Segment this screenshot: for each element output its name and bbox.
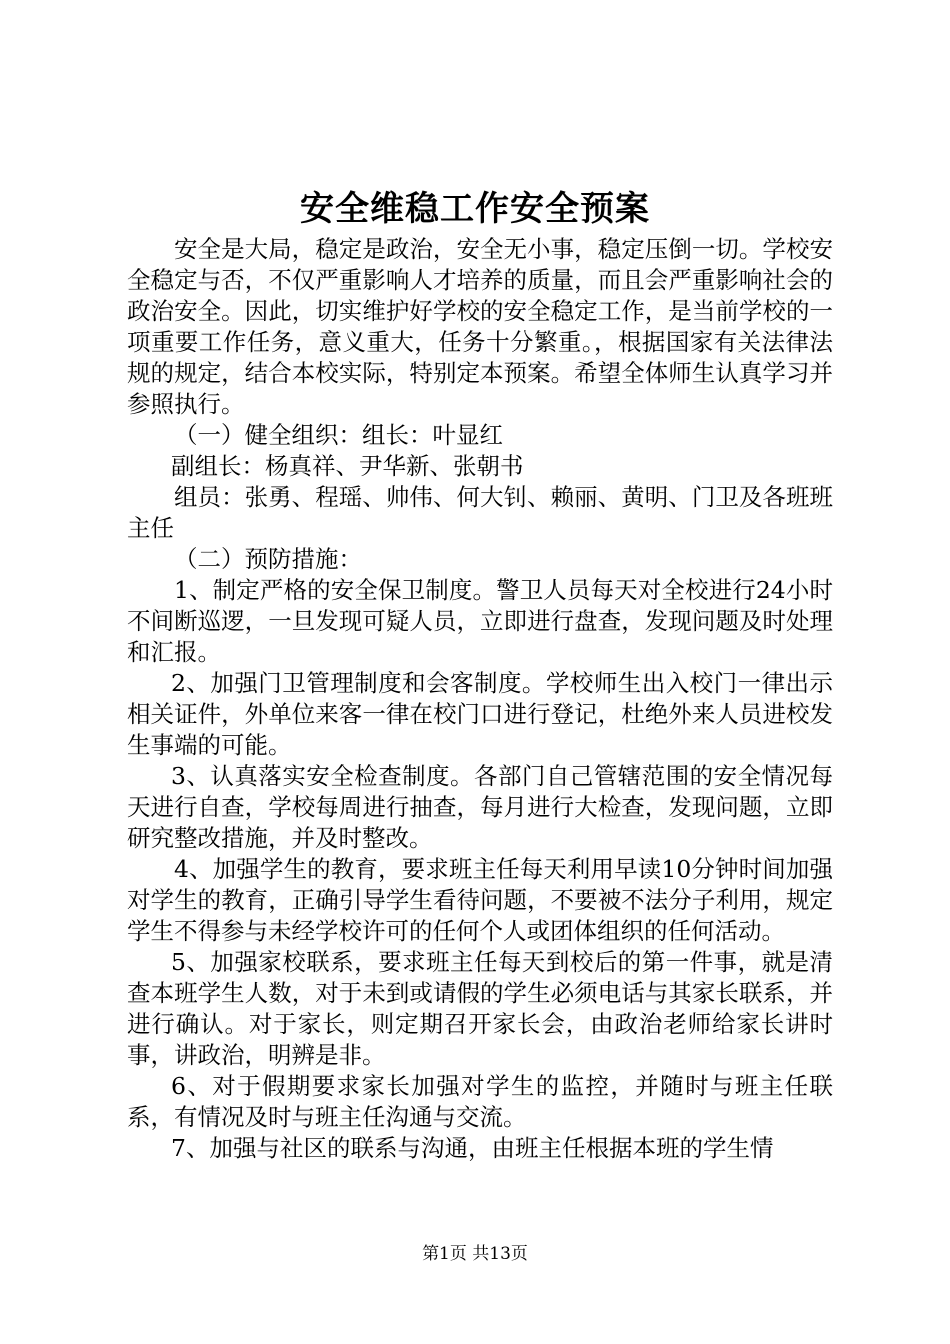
members-line: 组员：张勇、程瑶、帅伟、何大钊、赖丽、黄明、门卫及各班班主任 [127, 483, 833, 542]
measure-6: 6、对于假期要求家长加强对学生的监控，并随时与班主任联系，有情况及时与班主任沟通与交流。 [127, 1072, 833, 1131]
measure-3: 3、认真落实安全检查制度。各部门自己管辖范围的安全情况每天进行自查，学校每周进行抽查，每月进行大检查，发现问题，立即研究整改措施，并及时整改。 [127, 762, 833, 852]
intro-paragraph: 安全是大局，稳定是政治，安全无小事，稳定压倒一切。学校安全稳定与否，不仅严重影响人才培养的质量，而且会严重影响社会的政治安全。因此，切实维护好学校的安全稳定工作，是当前学校的一项重要工作任务，意义重大，任务十分繁重。，根据国家有关法律法规的规定，结合本校实际，特别定本预案。希望全体师生认真学习并参照执行。 [127, 235, 833, 418]
section-prevention-heading: （二）预防措施： [174, 545, 362, 573]
section-organization-leader: （一）健全组织：组长：叶显红 [174, 421, 503, 449]
document-title: 安全维稳工作安全预案 [300, 189, 650, 229]
page-number-footer: 第1页 共13页 [422, 1244, 528, 1264]
document-body [127, 234, 833, 1164]
measure-4: 4、加强学生的教育，要求班主任每天利用早读10分钟时间加强对学生的教育，正确引导学生看待问题，不要被不法分子利用，规定学生不得参与未经学校许可的任何个人或团体组织的任何活动。 [127, 855, 833, 945]
measure-5: 5、加强家校联系，要求班主任每天到校后的第一件事，就是清查本班学生人数，对于未到或请假的学生必须电话与其家长联系，并进行确认。对于家长，则定期召开家长会，由政治老师给家长讲时事，讲政治，明辨是非。 [127, 948, 833, 1069]
measure-1: 1、制定严格的安全保卫制度。警卫人员每天对全校进行24小时不间断巡逻，一旦发现可疑人员，立即进行盘查，发现问题及时处理和汇报。 [127, 576, 833, 666]
measure-2: 2、加强门卫管理制度和会客制度。学校师生出入校门一律出示相关证件，外单位来客一律在校门口进行登记，杜绝外来人员进校发生事端的可能。 [127, 669, 833, 759]
deputy-leaders-line: 副组长：杨真祥、尹华新、张朝书 [171, 452, 524, 480]
measure-7: 7、加强与社区的联系与沟通，由班主任根据本班的学生情 [171, 1134, 774, 1162]
